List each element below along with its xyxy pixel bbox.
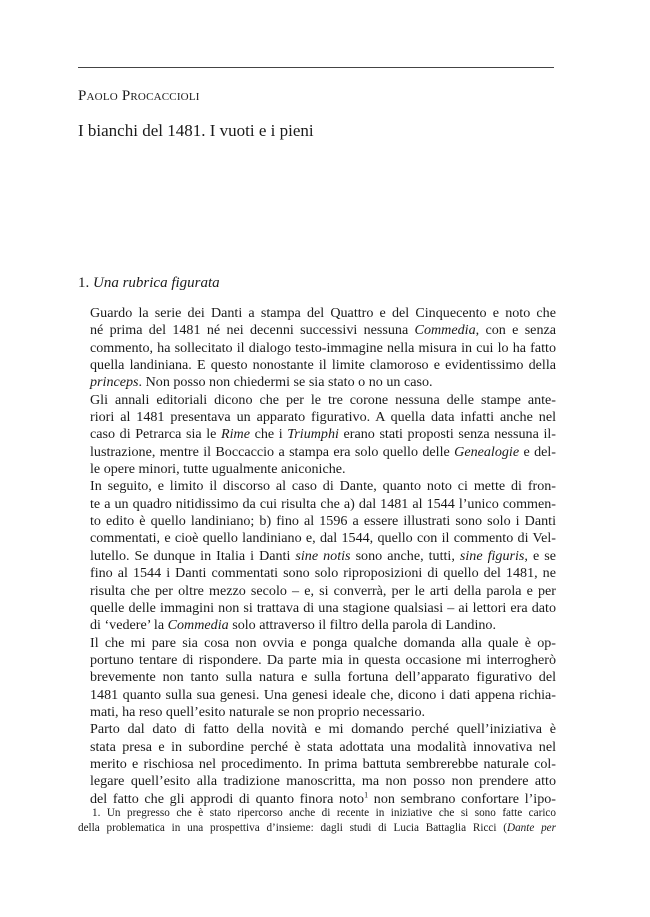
- text-line: Il che mi pare sia cosa non ovvia e ponga qualche domanda alla quale è op-: [90, 634, 556, 651]
- footnote-line: 1. Un pregresso che è stato ripercorso anche di recente in iniziative che si sono fatte carico: [92, 807, 556, 819]
- paragraph: [78, 392, 556, 479]
- text-line: fino al 1544 i Danti commentati sono solo riproposizioni di quello del 1481, ne: [90, 565, 556, 582]
- text-line: risulta che per oltre mezzo secolo – e, si converrà, per le arti della parola e per: [90, 582, 556, 599]
- text-line: commentati, e cioè quello landiniano e, dal 1544, quello con il commento di Vel-: [90, 530, 556, 547]
- text-line: quella landiniana. E questo nonostante il limite clamoroso e evidentissimo della: [90, 357, 556, 374]
- text-line: legare quell’esito alla tradizione manoscritta, ma non posso non prendere atto: [90, 773, 556, 790]
- text-line: mati, ha reso quell’esito naturale se non proprio necessario.: [90, 703, 426, 720]
- body-text: [78, 305, 556, 808]
- paragraph: [78, 478, 556, 634]
- text-line: di ‘vedere’ la Commedia solo attraverso il filtro della parola di Landino.: [90, 617, 497, 634]
- text-line: le opere minori, tutte ugualmente aniconiche.: [90, 461, 346, 478]
- footnote-marker: 1: [364, 789, 369, 799]
- text-line: Guardo la serie dei Danti a stampa del Quattro e del Cinquecento e noto che: [90, 305, 556, 321]
- text-line: lustrazione, mentre il Boccaccio a stampa era solo quello delle Genealogie e del-: [90, 443, 557, 460]
- paragraph: [78, 721, 556, 808]
- paragraph: [78, 305, 556, 392]
- author-name: Paolo Procaccioli: [78, 88, 200, 104]
- section-title: Una rubrica figurata: [93, 275, 220, 291]
- text-line: caso di Petrarca sia le Rime che i Triumphi erano stati proposti senza nessuna il-: [90, 426, 556, 443]
- text-line: né prima del 1481 né nei decenni successivi nessuna Commedia, con e senza: [90, 322, 557, 339]
- text-line: In seguito, e limito il discorso al caso di Dante, quanto noto ci mette di fron-: [90, 478, 556, 495]
- text-line: princeps. Non posso non chiedermi se sia stato o no un caso.: [90, 374, 433, 391]
- text-line: stata presa e in subordine perché è stata adottata una modalità innovativa nel: [90, 738, 556, 755]
- text-line: quelle delle immagini non si trattava di una stagione qualsiasi – ai lettori era dato: [90, 599, 556, 616]
- article-title: I bianchi del 1481. I vuoti e i pieni: [78, 121, 314, 140]
- text-line: lutello. Se dunque in Italia i Danti sine notis sono anche, tutti, sine figuris, e se: [90, 547, 556, 564]
- text-line: merito e rischiosa nel procedimento. In prima battuta sembrerebbe naturale col-: [90, 755, 556, 772]
- text-line: Gli annali editoriali dicono che per le tre corone nessuna delle stampe ante-: [90, 391, 556, 408]
- footnote: [78, 806, 556, 835]
- text-line: portuno tentare di rispondere. Da parte mia in questa occasione mi interrogherò: [90, 651, 556, 668]
- header-rule: [78, 67, 554, 68]
- text-line: Parto dal dato di fatto della novità e mi domando perché quell’iniziativa è: [90, 721, 556, 738]
- text-line: brevemente non tanto sulla natura e sulla fortuna dell’apparato figurativo del: [90, 669, 556, 686]
- text-line: 1481 quanto sulla sua genesi. Una genesi ideale che, dicono i dati appena richia-: [90, 686, 556, 703]
- section-heading: [78, 275, 220, 292]
- text-line: commento, ha sollecitato il dialogo testo-immagine nella misura in cui lo ha fatto: [90, 339, 556, 356]
- text-line: riori al 1481 presentava un apparato figurativo. A quella data infatti anche nel: [90, 409, 556, 426]
- paragraph: [78, 635, 556, 722]
- footnote-line: della problematica in una prospettiva d’insieme: dagli studi di Lucia Battaglia Ricci (Dante per: [78, 821, 556, 834]
- text-line: del fatto che gli approdi di quanto finora noto$^1$ non sembrano confortare l’ipo-: [90, 789, 557, 807]
- text-line: te a un quadro nitidissimo da cui risulta che a) dal 1481 al 1544 l’unico commen-: [90, 495, 556, 512]
- section-number: 1.: [78, 275, 90, 291]
- text-line: to edito è quello landiniano; b) fino al 1596 a essere illustrati sono solo i Danti: [90, 513, 556, 530]
